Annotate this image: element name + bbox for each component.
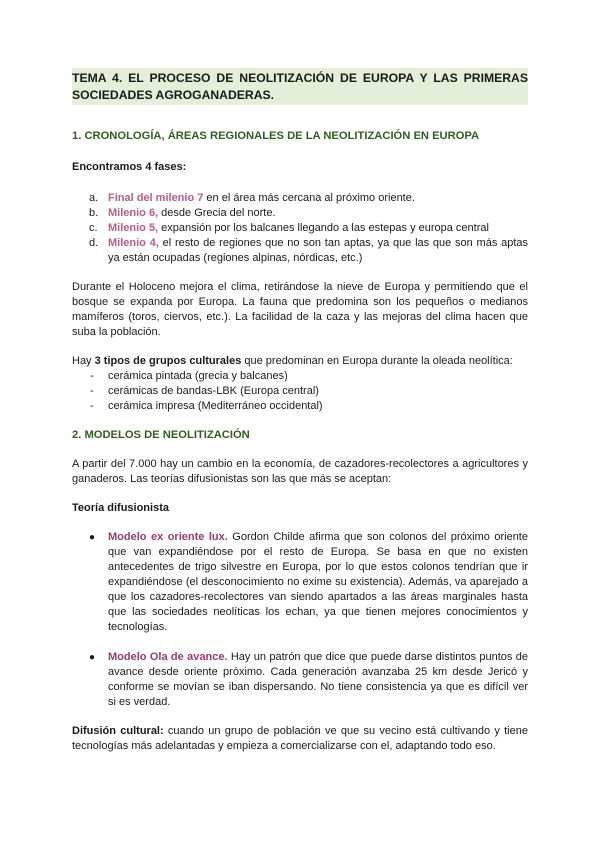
phases-subheading: Encontramos 4 fases: [72, 161, 187, 173]
list-item: - cerámica pintada (grecia y balcanes) [90, 370, 288, 382]
list-item: c. Milenio 5, expansión por los balcanes llegando a las estepas y europa central [89, 222, 489, 234]
list-item: b. Milenio 6, desde Grecia del norte. [89, 207, 276, 219]
groups-intro: Hay 3 tipos de grupos culturales que predominan en Europa durante la oleada neolítica: [72, 355, 513, 367]
list-item: ● Modelo Ola de avance. Hay un patrón que dice que puede darse distintos puntos de avance desde oriente próximo. Cada generación avanzaba 25 km desde Jericó y conforme se movían se iban dispersando. No tiene consistencia ya que es difícil ver si es verdad. [89, 651, 528, 708]
diffusion-paragraph: Difusión cultural: cuando un grupo de población ve que su vecino está cultivando y tiene tecnologías más adelantadas y empieza a comercializarse con el, adaptando todo eso. [72, 725, 528, 752]
document-page [72, 68, 528, 754]
section-2-heading: 2. MODELOS DE NEOLITIZACIÓN [72, 429, 250, 441]
bullet-icon: ● [89, 532, 96, 543]
list-item: ● Modelo ex oriente lux. Gordon Childe afirma que son colonos del próximo oriente que van expandiéndose por el resto de Europa. Se basa en que no existen antecedentes de trigo silvestre en Europa, por lo que estos colonos tendrían que ir expandiéndose (el desconocimiento no exime su existencia). Además, va aparejado a que los cazadores-recolectores van siendo apartados a las áreas marginales hasta que las sociedades neolíticas los echan, ya que tienen mejores conocimientos y tecnologías. [89, 531, 528, 633]
phases-list [72, 191, 528, 266]
models-intro: A partir del 7.000 hay un cambio en la economía, de cazadores-recolectores a agricultores y ganaderos. Las teorías difusionistas son las que más se aceptan: [72, 458, 528, 485]
diffusion-theory-subheading: Teoría difusionista [72, 502, 169, 514]
page-title: TEMA 4. EL PROCESO DE NEOLITIZACIÓN DE EUROPA Y LAS PRIMERAS SOCIEDADES AGROGANADERAS. [72, 68, 528, 105]
models-list [72, 530, 528, 710]
bullet-icon: ● [89, 652, 96, 663]
section-1-heading: 1. CRONOLOGÍA, ÁREAS REGIONALES DE LA NEOLITIZACIÓN EN EUROPA [72, 130, 480, 142]
list-item: a. Final del milenio 7 en el área más cercana al próximo oriente. [89, 192, 415, 204]
list-item: - cerámica impresa (Mediterráneo occidental) [90, 400, 323, 412]
groups-list [72, 369, 528, 414]
list-item: d. Milenio 4, el resto de regiones que no son tan aptas, ya que las que son más aptas ya están ocupadas (regiones alpinas, nórdicas, etc.) [89, 237, 528, 264]
list-item: - cerámicas de bandas-LBK (Europa central) [90, 385, 319, 397]
holoceno-paragraph: Durante el Holoceno mejora el clima, retirándose la nieve de Europa y permitiendo que el bosque se expanda por Europa. La fauna que predomina son los pequeños o medianos mamíferos (toros, ciervos, etc.). La facilidad de la caza y las mejoras del clima hacen que suba la población. [72, 281, 528, 338]
